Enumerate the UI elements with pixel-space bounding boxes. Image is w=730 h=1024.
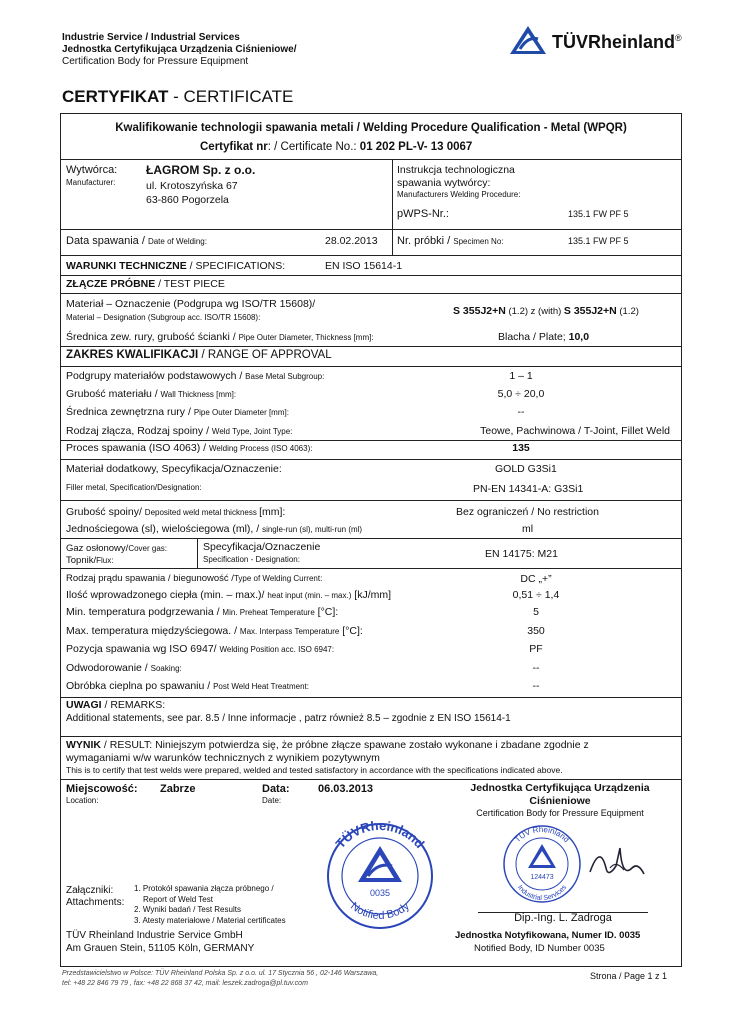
svg-text:TÜVRheinland: TÜVRheinland: [332, 818, 428, 852]
range-row: [66, 388, 678, 402]
range-row: [66, 370, 678, 384]
range-row-value: --: [517, 406, 525, 418]
result-line1: WYNIK / RESULT: Niniejszym potwierdza się, że próbne złącze spawane zostało wykonane i zbadane zgodnie z: [66, 739, 589, 751]
range-row: [66, 643, 678, 657]
range-row: [66, 573, 678, 587]
signature: [586, 838, 650, 888]
spec-label: Specyfikacja/Oznaczenie: [203, 541, 321, 553]
notified-id-en: Notified Body, ID Number 0035: [474, 943, 605, 954]
footer-rep2: tel: +48 22 846 79 79 , fax: +48 22 868 37 42, mail: leszek.zadroga@pl.tuv.com: [62, 980, 308, 987]
range-heading: ZAKRES KWALIFIKACJI / RANGE OF APPROVAL: [66, 349, 332, 361]
date-value: 06.03.2013: [318, 783, 374, 795]
place-label: Miejscowość:: [66, 783, 138, 795]
conditions-label: WARUNKI TECHNICZNE / SPECIFICATIONS:: [66, 260, 286, 272]
material-value: S 355J2+N (1.2) z (with) S 355J2+N (1.2): [453, 305, 639, 317]
tuv-triangle-icon: [508, 24, 548, 56]
range-row: [66, 425, 678, 439]
range-row-value: 0,51 ÷ 1,4: [512, 589, 560, 601]
range-row: [66, 442, 678, 456]
flux-label: Topnik/Flux:: [66, 555, 114, 566]
material-label-en: Material – Designation (Subgroup acc. ISO/TR 15608):: [66, 313, 261, 322]
logo-reg: ®: [675, 33, 682, 43]
range-row-value: 5: [533, 606, 539, 618]
box-title: Kwalifikowanie technologii spawania metali / Welding Procedure Qualification - Metal (WPQR): [115, 122, 627, 134]
body-pl1: Jednostka Certyfikująca Urządzenia: [470, 782, 650, 794]
range-row: [66, 406, 678, 420]
filler-value-1: GOLD G3Si1: [495, 463, 557, 475]
notified-body-stamp: [318, 818, 442, 930]
range-row-label: Min. temperatura podgrzewania / Min. Preheat Temperature [°C]:: [66, 606, 339, 618]
remarks-heading: UWAGI / REMARKS:: [66, 699, 166, 711]
company-line1: TÜV Rheinland Industrie Service GmbH: [66, 930, 243, 941]
range-row-label: Obróbka cieplna po spawaniu / Post Weld Heat Treatment:: [66, 680, 309, 692]
range-row-label: Grubość materiału / Wall Thickness [mm]:: [66, 388, 237, 400]
date-welding-value: 28.02.2013: [325, 235, 378, 247]
result-line-en: This is to certify that test welds were prepared, welded and tested satisfactory in accordance with the specifications indicated above.: [66, 765, 563, 775]
range-row-value: --: [532, 680, 540, 692]
manufacturer-label-en: Manufacturer:: [66, 178, 116, 187]
range-row-label: Odwodorowanie / Soaking:: [66, 662, 182, 674]
range-row-label: Proces spawania (ISO 4063) / Welding Process (ISO 4063):: [66, 442, 313, 454]
range-row-value: PF: [529, 643, 543, 655]
deposited-value: Bez ograniczeń / No restriction: [456, 506, 599, 518]
body-pl2: Ciśnieniowe: [529, 795, 591, 807]
svg-text:0035: 0035: [369, 888, 391, 898]
instruction-pl1: Instrukcja technologiczna: [397, 164, 515, 176]
test-piece-heading: ZŁĄCZE PRÓBNE / TEST PIECE: [66, 278, 225, 290]
svg-text:124473: 124473: [530, 874, 554, 881]
header-line2: Jednostka Certyfikująca Urządzenia Ciśnieniowe/: [62, 44, 297, 55]
range-row-value: --: [532, 662, 540, 674]
signer-name: Dip.-Ing. L. Zadroga: [514, 912, 612, 924]
page-number: Strona / Page 1 z 1: [590, 971, 668, 981]
svg-text:Notified Body: Notified Body: [348, 900, 412, 922]
range-row-value: DC „+”: [520, 573, 552, 585]
filler-label: Materiał dodatkowy, Specyfikacja/Oznaczenie:: [66, 463, 282, 475]
notified-id-pl: Jednostka Notyfikowana, Numer ID. 0035: [455, 930, 641, 941]
svg-text:Industrial Services: Industrial Services: [515, 884, 569, 903]
filler-value-2: PN-EN 14341-A: G3Si1: [473, 483, 584, 495]
run-label: Jednościegowa (sl), wielościegowa (ml), / single-run (sl), multi-run (ml): [66, 523, 363, 535]
page-title: CERTYFIKAT - CERTIFICATE: [62, 87, 294, 106]
range-row-value: 1 – 1: [509, 370, 533, 382]
instruction-en: Manufacturers Welding Procedure:: [397, 190, 521, 199]
manufacturer-name: ŁAGROM Sp. z o.o.: [146, 163, 256, 177]
gas-label: Gaz osłonowy/Cover gas:: [66, 543, 167, 554]
range-row-label: Rodzaj złącza, Rodzaj spoiny / Weld Type, Joint Type:: [66, 425, 293, 437]
range-row-value: 135: [512, 442, 530, 454]
specimen-label: Nr. próbki / Specimen No:: [397, 235, 504, 247]
place-label-en: Location:: [66, 796, 99, 805]
cert-number-line: Certyfikat nr: / Certificate No.: 01 202 PL-V- 13 0067: [200, 141, 473, 153]
manufacturer-label: Wytwórca:: [66, 164, 118, 176]
specimen-value: 135.1 FW PF 5: [568, 236, 629, 246]
tuv-logo: [508, 24, 682, 61]
filler-label-en: Filler metal, Specification/Designation:: [66, 483, 202, 492]
range-row-label: Średnica zewnętrzna rury / Pipe Outer Diameter [mm]:: [66, 406, 289, 418]
manufacturer-street: ul. Krotoszyńska 67: [146, 180, 238, 192]
range-row: [66, 680, 678, 694]
footer-rep1: Przedstawicielstwo w Polsce: TÜV Rheinland Polska Sp. z o.o. ul. 17 Stycznia 56 , 02-146 Warszawa,: [62, 970, 379, 977]
date-label: Data:: [262, 783, 290, 795]
pwps-value: 135.1 FW PF 5: [568, 209, 629, 219]
remarks-text: Additional statements, see par. 8.5 / Inne informacje , patrz również 8.5 – zgodnie z EN ISO 15614-1: [66, 713, 511, 724]
attachments-list: 1. Protokół spawania złącza próbnego / Report of Weld Test 2. Wyniki badań / Test Results 3. Atesty materiałowe / Material certificates: [134, 884, 286, 925]
range-row: [66, 662, 678, 676]
range-row: [66, 625, 678, 639]
range-row-label: Rodzaj prądu spawania / biegunowość /Type of Welding Current:: [66, 573, 323, 584]
place-value: Zabrze: [160, 783, 196, 795]
range-row-value: 5,0 ÷ 20,0: [497, 388, 545, 400]
inspector-stamp: [500, 822, 584, 906]
range-row-label: Pozycja spawania wg ISO 6947/ Welding Position acc. ISO 6947:: [66, 643, 335, 655]
run-value: ml: [522, 523, 534, 535]
conditions-value: EN ISO 15614-1: [325, 260, 403, 272]
range-row: [66, 589, 678, 603]
result-line2: wymaganiami w/w warunków technicznych z wynikiem pozytywnym: [66, 752, 380, 764]
company-line2: Am Grauen Stein, 51105 Köln, GERMANY: [66, 943, 255, 954]
header-line1: Industrie Service / Industrial Services: [62, 32, 240, 43]
body-en: Certification Body for Pressure Equipment: [476, 808, 644, 818]
range-row-label: Max. temperatura międzyściegowa. / Max. Interpass Temperature [°C]:: [66, 625, 363, 637]
range-row: [66, 606, 678, 620]
logo-text: TÜVRheinland: [552, 32, 676, 52]
header-line3: Certification Body for Pressure Equipment: [62, 56, 249, 67]
deposited-label: Grubość spoiny/ Deposited weld metal thickness [mm]:: [66, 506, 286, 518]
range-row-value: Teowe, Pachwinowa / T-Joint, Fillet Weld: [480, 425, 670, 437]
diameter-label: Średnica zew. rury, grubość ścianki / Pipe Outer Diameter, Thickness [mm]:: [66, 331, 374, 343]
range-row-value: 350: [527, 625, 545, 637]
instruction-pl2: spawania wytwórcy:: [397, 177, 491, 189]
date-label-en: Date:: [262, 796, 282, 805]
manufacturer-city: 63-860 Pogorzela: [146, 194, 229, 206]
material-label: Materiał – Oznaczenie (Podgrupa wg ISO/TR 15608)/: [66, 298, 316, 310]
svg-text:TÜV Rheinland: TÜV Rheinland: [513, 824, 572, 845]
attachments-label: Załączniki:: [66, 885, 114, 896]
range-row-label: Podgrupy materiałów podstawowych / Base Metal Subgroup:: [66, 370, 325, 382]
pwps-label: pWPS-Nr.:: [397, 208, 449, 220]
range-row-label: Ilość wprowadzonego ciepła (min. – max.)/ heat input (min. – max.) [kJ/mm]: [66, 589, 392, 601]
diameter-value: Blacha / Plate; 10,0: [498, 331, 590, 343]
attachments-label-en: Attachments:: [66, 897, 125, 908]
date-welding: Data spawania / Date of Welding:: [66, 235, 207, 247]
spec-label-en: Specification - Designation:: [203, 555, 300, 564]
gas-value: EN 14175: M21: [485, 548, 558, 560]
